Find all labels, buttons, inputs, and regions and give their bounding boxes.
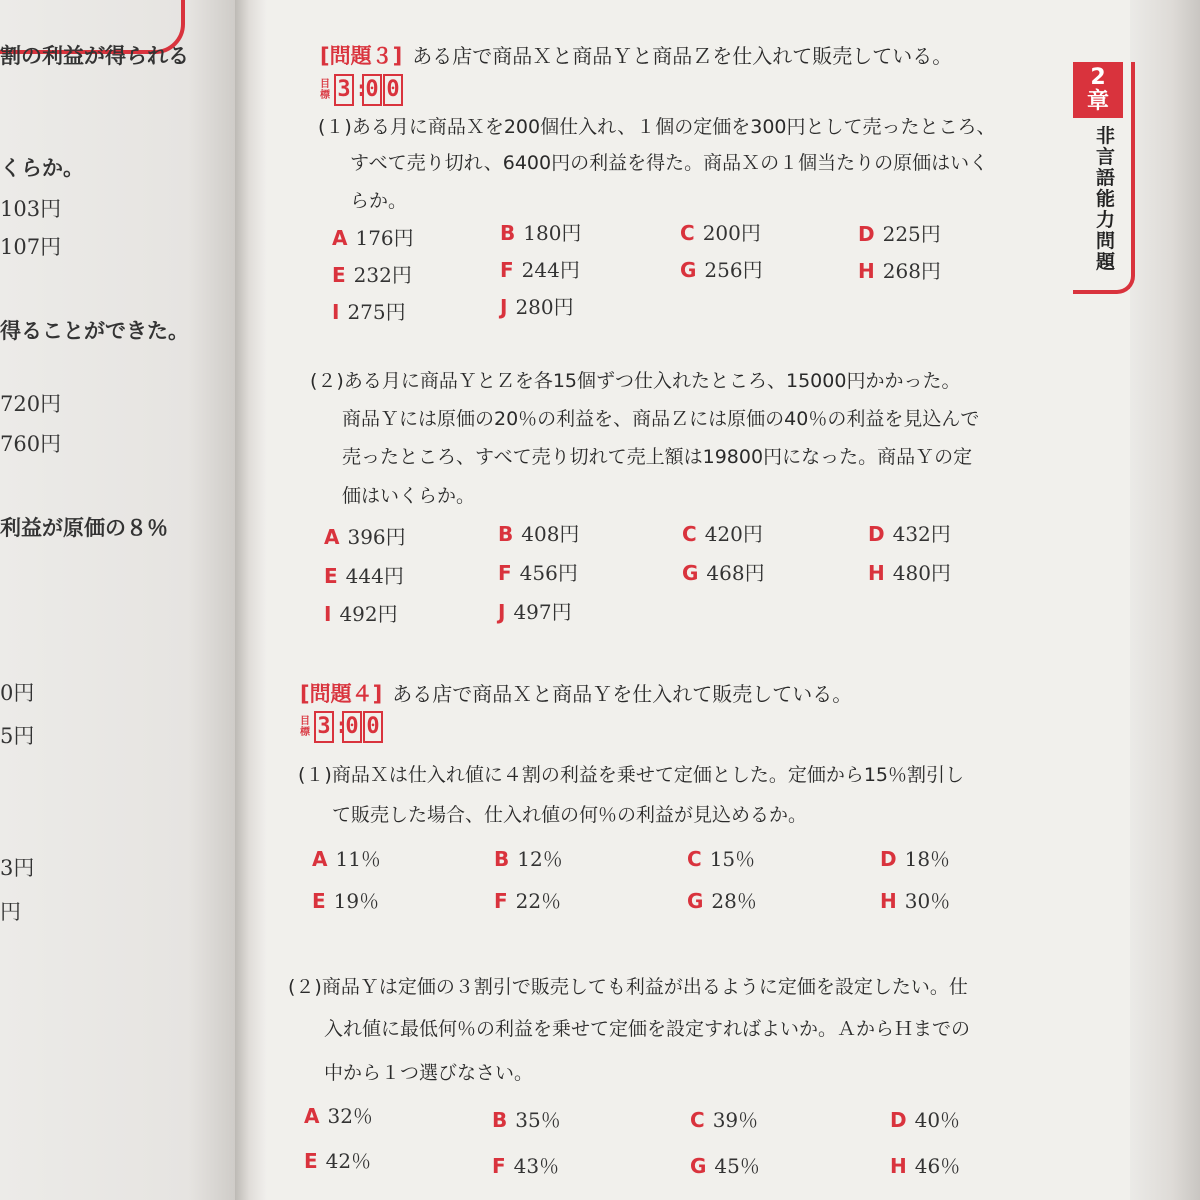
target-time-badge [300, 711, 384, 743]
problem-intro: ある店で商品Ｘと商品Ｙを仕入れて販売している。 [392, 682, 853, 706]
target-mark: 目標 [300, 716, 310, 738]
option-letter: J [500, 295, 508, 319]
option-value: 176円 [355, 226, 414, 250]
chapter-number [1073, 62, 1123, 118]
problem-intro: ある店で商品Ｘと商品Ｙと商品Ｚを仕入れて販売している。 [412, 44, 953, 68]
answer-option[interactable] [312, 885, 379, 914]
answer-option[interactable] [332, 296, 406, 325]
left-value: 5円 [0, 724, 35, 748]
answer-option[interactable] [858, 255, 941, 284]
problem-label: [問題３] [320, 44, 403, 68]
target-time-badge [320, 74, 404, 106]
answer-option[interactable] [324, 598, 398, 627]
option-letter: C [682, 522, 697, 546]
left-value: 103円 [0, 197, 62, 221]
answer-option[interactable] [492, 1104, 561, 1133]
answer-option[interactable] [324, 521, 406, 550]
question-text: 売ったところ、すべて売り切れて売上額は19800円になった。商品Ｙの定 [342, 446, 973, 468]
question-text: て販売した場合、仕入れ値の何％の利益が見込めるか。 [332, 804, 808, 826]
option-letter: I [324, 602, 332, 626]
problem-label: [問題４] [300, 682, 383, 706]
option-value: 280円 [515, 295, 574, 319]
answer-option[interactable] [494, 843, 563, 872]
question-text: 商品Ｙには原価の20％の利益を、商品Ｚには原価の40％の利益を見込んで [342, 408, 980, 430]
option-value: 225円 [882, 222, 941, 246]
option-value: 468円 [706, 561, 765, 585]
option-letter: C [680, 221, 695, 245]
book-gutter [235, 0, 267, 1200]
option-value: 30％ [904, 889, 951, 913]
answer-option[interactable] [332, 259, 412, 288]
answer-option[interactable] [498, 557, 578, 586]
problem-header [300, 678, 852, 708]
option-value: 444円 [345, 564, 404, 588]
answer-option[interactable] [868, 557, 951, 586]
question-text: (２)商品Ｙは定価の３割引で販売しても利益が出るように定価を設定したい。仕 [288, 976, 968, 998]
answer-option[interactable] [680, 217, 761, 246]
answer-option[interactable] [868, 518, 951, 547]
option-value: 22％ [515, 889, 562, 913]
answer-option[interactable] [687, 843, 755, 872]
option-value: 497円 [513, 600, 572, 624]
option-letter: G [682, 561, 699, 585]
target-mark: 目標 [320, 79, 330, 101]
option-letter: B [492, 1108, 508, 1132]
option-value: 28％ [711, 889, 757, 913]
option-value: 42％ [325, 1149, 372, 1173]
target-digit: 0 [342, 711, 362, 743]
option-letter: F [494, 889, 508, 913]
answer-option[interactable] [312, 843, 381, 872]
answer-option[interactable] [890, 1104, 960, 1133]
answer-option[interactable] [690, 1104, 758, 1133]
question-text: らか。 [350, 190, 408, 212]
option-value: 232円 [353, 263, 412, 287]
question-text: (２)ある月に商品ＹとＺを各15個ずつ仕入れたところ、15000円かかった。 [310, 370, 961, 392]
left-value: 3円 [0, 856, 35, 880]
option-value: 45％ [714, 1154, 760, 1178]
option-value: 420円 [704, 522, 763, 546]
answer-option[interactable] [324, 560, 404, 589]
option-letter: I [332, 300, 340, 324]
answer-option[interactable] [880, 885, 950, 914]
option-letter: B [498, 522, 514, 546]
question-text: 入れ値に最低何％の利益を乗せて定価を設定すればよいか。ＡからＨまでの [324, 1018, 971, 1040]
answer-option[interactable] [680, 254, 763, 283]
answer-option[interactable] [687, 885, 757, 914]
left-text-line: くらか。 [0, 156, 84, 180]
target-digit: 0 [362, 74, 382, 106]
left-value: 円 [0, 900, 21, 924]
answer-option[interactable] [498, 518, 579, 547]
target-digit: 0 [363, 711, 383, 743]
option-letter: G [687, 889, 704, 913]
option-letter: E [332, 263, 346, 287]
option-value: 244円 [521, 258, 580, 282]
option-value: 456円 [519, 561, 578, 585]
option-letter: C [687, 847, 702, 871]
option-letter: J [498, 600, 506, 624]
option-value: 408円 [521, 522, 580, 546]
left-text-line: 利益が原価の８％ [0, 516, 168, 540]
left-value: 760円 [0, 432, 62, 456]
option-value: 32％ [327, 1104, 373, 1128]
answer-option[interactable] [690, 1150, 760, 1179]
option-letter: E [324, 564, 338, 588]
chapter-number-suffix: 章 [1086, 89, 1109, 114]
left-value: 0円 [0, 681, 35, 705]
option-value: 12％ [517, 847, 563, 871]
option-letter: D [890, 1108, 907, 1132]
option-value: 432円 [892, 522, 951, 546]
option-value: 39％ [712, 1108, 759, 1132]
target-separator: : [355, 77, 369, 102]
option-value: 180円 [523, 221, 582, 245]
answer-option[interactable] [682, 518, 763, 547]
answer-option[interactable] [494, 885, 561, 914]
answer-option[interactable] [500, 217, 581, 246]
option-letter: F [500, 258, 514, 282]
option-letter: A [332, 226, 348, 250]
option-letter: A [304, 1104, 320, 1128]
problem-header [320, 40, 952, 70]
answer-option[interactable] [492, 1150, 559, 1179]
page-edge [1130, 0, 1200, 1200]
option-value: 480円 [892, 561, 951, 585]
option-letter: H [890, 1154, 907, 1178]
left-text-line: 得ることができた。 [0, 319, 189, 343]
left-page [0, 0, 235, 1200]
option-value: 40％ [914, 1108, 961, 1132]
option-value: 396円 [347, 525, 406, 549]
target-digit: 3 [314, 711, 334, 743]
answer-option[interactable] [332, 222, 414, 251]
option-letter: E [304, 1149, 318, 1173]
answer-option[interactable] [880, 843, 950, 872]
option-value: 35％ [515, 1108, 561, 1132]
option-letter: A [312, 847, 328, 871]
option-value: 46％ [914, 1154, 961, 1178]
option-letter: D [880, 847, 897, 871]
option-value: 268円 [882, 259, 941, 283]
answer-option[interactable] [858, 218, 941, 247]
option-value: 275円 [347, 300, 406, 324]
left-value: 720円 [0, 392, 62, 416]
option-letter: F [498, 561, 512, 585]
option-letter: F [492, 1154, 506, 1178]
answer-option[interactable] [682, 557, 765, 586]
option-letter: E [312, 889, 326, 913]
answer-option[interactable] [304, 1100, 373, 1129]
target-digit: 0 [383, 74, 403, 106]
option-value: 15％ [709, 847, 756, 871]
left-value: 107円 [0, 235, 62, 259]
target-digit: 3 [334, 74, 354, 106]
option-value: 200円 [702, 221, 761, 245]
left-text-line: 割の利益が得られる [0, 44, 189, 68]
option-value: 18％ [904, 847, 951, 871]
question-text: 中から１つ選びなさい。 [324, 1062, 534, 1084]
option-letter: H [868, 561, 885, 585]
option-letter: B [494, 847, 510, 871]
option-letter: A [324, 525, 340, 549]
option-letter: H [858, 259, 875, 283]
option-value: 492円 [339, 602, 398, 626]
option-value: 43％ [513, 1154, 560, 1178]
answer-option[interactable] [890, 1150, 960, 1179]
question-text: (１)商品Ｘは仕入れ値に４割の利益を乗せて定価とした。定価から15％割引し [298, 764, 965, 786]
question-text: すべて売り切れ、6400円の利益を得た。商品Ｘの１個当たりの原価はいく [350, 152, 989, 174]
question-text: 価はいくらか。 [342, 485, 476, 507]
question-text: (１)ある月に商品Ｘを200個仕入れ、１個の定価を300円として売ったところ、 [318, 116, 996, 138]
option-letter: H [880, 889, 897, 913]
option-letter: B [500, 221, 516, 245]
answer-option[interactable] [498, 596, 572, 625]
answer-option[interactable] [500, 254, 580, 283]
option-value: 256円 [704, 258, 763, 282]
option-letter: G [680, 258, 697, 282]
option-letter: C [690, 1108, 705, 1132]
option-letter: D [858, 222, 875, 246]
target-separator: : [335, 714, 349, 739]
chapter-label: 非言語能力問題 [1096, 125, 1116, 273]
option-value: 19％ [333, 889, 380, 913]
answer-option[interactable] [500, 291, 574, 320]
chapter-number-digit: 2 [1090, 65, 1106, 90]
answer-option[interactable] [304, 1145, 371, 1174]
option-letter: G [690, 1154, 707, 1178]
option-letter: D [868, 522, 885, 546]
option-value: 11％ [335, 847, 381, 871]
